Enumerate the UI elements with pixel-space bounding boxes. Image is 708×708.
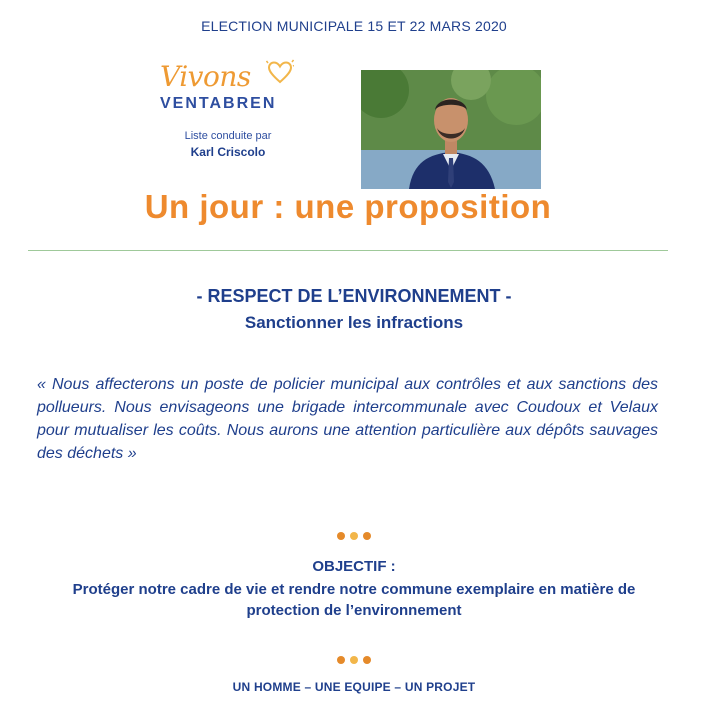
divider	[28, 250, 668, 251]
objective-label: OBJECTIF :	[312, 558, 396, 575]
dot-icon	[350, 656, 358, 664]
list-led-by-label: Liste conduite par	[184, 130, 272, 142]
vivons-ventabren-logo	[158, 58, 308, 128]
candidate-name: Karl Criscolo	[190, 145, 266, 159]
objective-text: Protéger notre cadre de vie et rendre notre commune exemplaire en matière de protection de l’environnement	[72, 581, 636, 619]
decorative-dots-top	[0, 532, 708, 542]
proposal-quote: « Nous affecterons un poste de policier municipal aux contrôles et aux sanctions des pollueurs. Nous envisageons une brigade intercommunale avec Coudoux et Velaux pour mutualiser les coûts. Nous aurons une attention particulière aux dépôts sauvages des déchets »	[37, 376, 658, 462]
decorative-dots-bottom	[0, 656, 708, 666]
section-subtitle: Sanctionner les infractions	[244, 313, 464, 332]
logo-script-text: Vivons	[160, 60, 251, 93]
heart-icon	[266, 58, 294, 86]
candidate-portrait	[361, 70, 541, 189]
dot-icon	[363, 532, 371, 540]
section-title: - RESPECT DE L’ENVIRONNEMENT -	[196, 286, 512, 306]
dot-icon	[363, 656, 371, 664]
logo-brand-text: VENTABREN	[160, 95, 277, 112]
portrait-illustration	[361, 70, 541, 189]
election-header: ELECTION MUNICIPALE 15 ET 22 MARS 2020	[201, 18, 507, 34]
dot-icon	[337, 532, 345, 540]
main-title: Un jour : une proposition	[144, 188, 552, 225]
dot-icon	[350, 532, 358, 540]
slogan: UN HOMME – UNE EQUIPE – UN PROJET	[232, 680, 476, 694]
dot-icon	[337, 656, 345, 664]
